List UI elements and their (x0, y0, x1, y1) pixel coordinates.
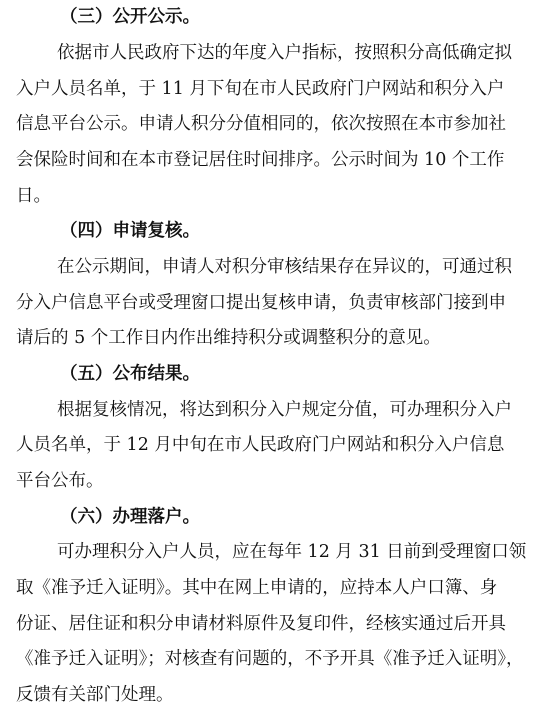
section-heading: （五）公布结果。 (60, 364, 200, 384)
paragraph-line: 日。 (16, 186, 51, 206)
paragraph-line: 平台公布。 (16, 471, 104, 491)
paragraph-line: 根据复核情况，将达到积分入户规定分值，可办理积分入户 (57, 400, 512, 420)
paragraph-line: 请后的 5 个工作日内作出维持积分或调整积分的意见。 (16, 328, 441, 348)
section-heading: （六）办理落户。 (60, 507, 200, 527)
paragraph-line: 反馈有关部门处理。 (16, 685, 174, 705)
paragraph-line: 会保险时间和在本市登记居住时间排序。公示时间为 10 个工作 (16, 150, 505, 170)
section-heading: （三）公开公示。 (60, 7, 200, 27)
paragraph-line: 在公示期间，申请人对积分审核结果存在异议的，可通过积 (57, 257, 512, 277)
paragraph-line: 《准予迁入证明》；对核查有问题的，不予开具《准予迁入证明》， (16, 649, 524, 669)
paragraph-line: 依据市人民政府下达的年度入户指标，按照积分高低确定拟 (57, 43, 512, 63)
paragraph-line: 份证、居住证和积分申请材料原件及复印件，经核实通过后开具 (16, 614, 506, 634)
section-heading: （四）申请复核。 (60, 221, 200, 241)
paragraph-line: 信息平台公示。申请人积分分值相同的，依次按照在本市参加社 (16, 114, 506, 134)
paragraph-line: 取《准予迁入证明》。其中在网上申请的，应持本人户口簿、身 (16, 578, 498, 598)
paragraph-line: 入户人员名单，于 11 月下旬在市人民政府门户网站和积分入户 (16, 79, 505, 99)
paragraph-line: 可办理积分入户人员，应在每年 12 月 31 日前到受理窗口领 (57, 542, 527, 562)
paragraph-line: 分入户信息平台或受理窗口提出复核申请，负责审核部门接到申 (16, 293, 506, 313)
paragraph-line: 人员名单，于 12 月中旬在市人民政府门户网站和积分入户信息 (16, 435, 505, 455)
